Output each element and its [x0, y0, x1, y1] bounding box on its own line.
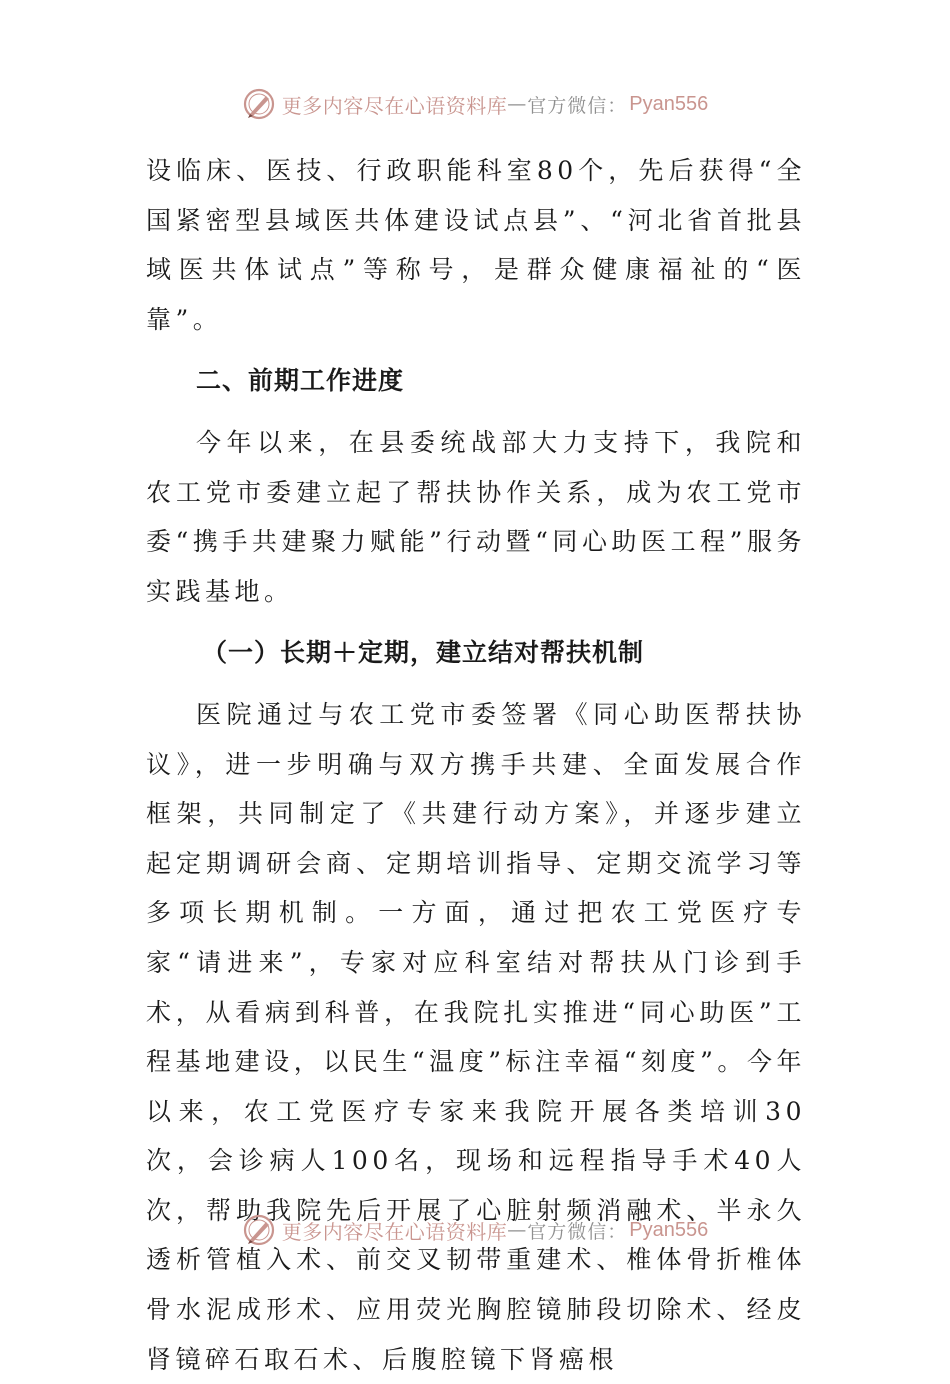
watermark-header [0, 82, 950, 126]
watermark-wechat-label: 官方微信： [527, 94, 628, 117]
paragraph-continued: 设临床、医技、行政职能科室80个，先后获得“全国紧密型县域医共体建设试点县”、“河北省首批县域医共体试点”等称号，是群众健康福祉的“医靠”。 [146, 156, 806, 334]
paragraph-intro: 今年以来，在县委统战部大力支持下，我院和农工党市委建立起了帮扶协作关系，成为农工党市委“携手共建聚力赋能”行动暨“同心助医工程”服务实践基地。 [146, 427, 806, 606]
pen-circle-logo-icon [242, 1213, 276, 1247]
watermark-wechat-id: Pyan556 [629, 1218, 709, 1241]
watermark-dash: — [507, 1219, 528, 1241]
paragraph-main: 医院通过与农工党市委签署《同心助医帮扶协议》，进一步明确与双方携手共建、全面发展合作框架，共同制定了《共建行动方案》，并逐步建立起定期调研会商、定期培训指导、定期交流学习等多项长期机制。一方面，通过把农工党医疗专家“请进来”，专家对应科室结对帮扶从门诊到手术，从看病到科普，在我院扎实推进“同心助医”工程基地建设，以民生“温度”标注幸福“刻度”。今年以来，农工党医疗专家来我院开展各类培训30次，会诊病人100名，现场和远程指导手术40人次，帮助我院先后开展了心脏射频消融术、半永久透析管植入术、前交叉韧带重建术、椎体骨折椎体骨水泥成形术、应用荧光胸腔镜肺段切除术、经皮肾镜碎石取石术、后腹腔镜下肾癌根 [146, 699, 806, 1374]
subsection-heading: （一）长期＋定期，建立结对帮扶机制 [202, 638, 645, 668]
watermark-wechat-label: 官方微信： [527, 1220, 628, 1243]
watermark-dash: — [507, 93, 528, 115]
watermark-wechat-id: Pyan556 [629, 92, 709, 115]
watermark-footer [0, 1208, 950, 1252]
section-heading: 二、前期工作进度 [196, 366, 405, 396]
watermark-brand: 更多内容尽在心语资料库 [281, 93, 508, 118]
pen-circle-logo-icon [242, 87, 276, 121]
document-body [146, 146, 806, 1384]
watermark-brand: 更多内容尽在心语资料库 [281, 1219, 508, 1244]
